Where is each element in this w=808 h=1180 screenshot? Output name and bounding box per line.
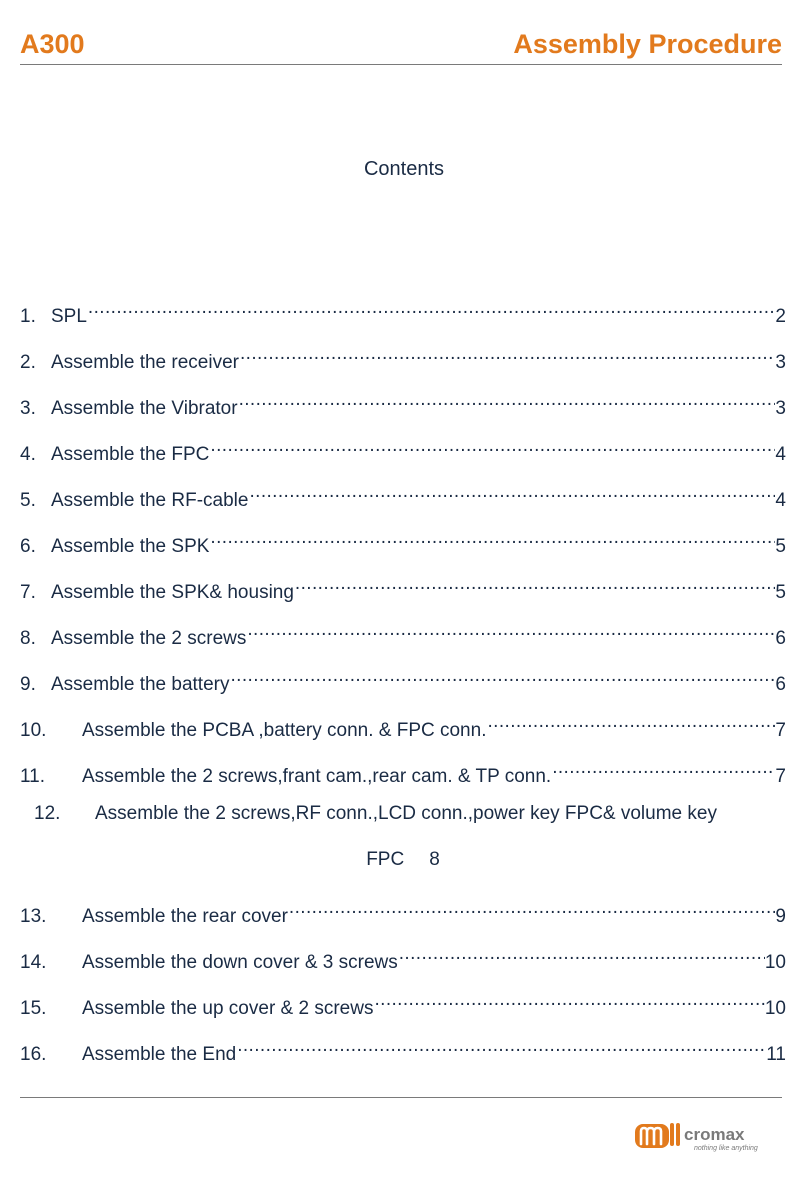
toc-page-number: 5	[775, 536, 786, 557]
logo-mark-icon	[635, 1123, 680, 1148]
logo-tagline: nothing like anything	[694, 1145, 758, 1152]
toc-leader	[246, 616, 775, 644]
toc-entry-9[interactable]	[20, 662, 786, 695]
toc-title: SPL	[51, 306, 87, 327]
toc-title: Assemble the 2 screws	[51, 628, 247, 649]
toc-entry-12-continued[interactable]	[20, 846, 786, 874]
toc-title: Assemble the up cover & 2 screws	[82, 998, 374, 1019]
toc-leader	[288, 894, 776, 922]
toc-entry-11[interactable]	[20, 754, 786, 787]
toc-entry-10[interactable]	[20, 708, 786, 741]
toc-leader	[239, 340, 775, 368]
toc-number: 16.	[20, 1044, 47, 1065]
toc-number: 6.	[20, 536, 36, 557]
toc-entry-3[interactable]	[20, 386, 786, 419]
contents-heading: Contents	[363, 158, 445, 180]
toc-page-number: 7	[775, 720, 786, 741]
toc-title: Assemble the down cover & 3 screws	[82, 952, 398, 973]
toc-entry-13[interactable]	[20, 894, 786, 927]
toc-number: 4.	[20, 444, 36, 465]
toc-title: Assemble the 2 screws,RF conn.,LCD conn.,power key FPC& volume key	[95, 803, 717, 824]
toc-number: 7.	[20, 582, 36, 603]
toc-title: Assemble the End	[82, 1044, 237, 1065]
toc-leader	[236, 1032, 766, 1060]
toc-title: Assemble the receiver	[51, 352, 239, 373]
toc-number: 14.	[20, 952, 47, 973]
toc-title-continued: FPC	[366, 849, 405, 870]
toc-title: Assemble the 2 screws,frant cam.,rear cam. & TP conn.	[82, 766, 552, 787]
toc-page-number: 6	[775, 674, 786, 695]
toc-number: 5.	[20, 490, 36, 511]
toc-leader	[238, 386, 776, 414]
toc-entry-7[interactable]	[20, 570, 786, 603]
toc-entry-8[interactable]	[20, 616, 786, 649]
toc-leader	[486, 708, 775, 736]
toc-leader	[248, 478, 775, 506]
toc-title: Assemble the SPK& housing	[51, 582, 294, 603]
toc-page-number: 5	[775, 582, 786, 603]
toc-entry-1[interactable]	[20, 294, 786, 327]
toc-number: 12.	[34, 803, 61, 824]
toc-page-number: 10	[764, 952, 786, 973]
toc-page-number: 3	[775, 398, 786, 419]
toc-page-number: 8	[429, 849, 440, 870]
page-header	[20, 26, 782, 65]
toc-number: 15.	[20, 998, 47, 1019]
toc-entry-16[interactable]	[20, 1032, 786, 1065]
toc-number: 13.	[20, 906, 47, 927]
document-title: Assembly Procedure	[513, 29, 782, 59]
toc-number: 3.	[20, 398, 36, 419]
toc-leader	[294, 570, 776, 598]
toc-entry-12[interactable]	[34, 800, 800, 828]
toc-entry-4[interactable]	[20, 432, 786, 465]
toc-entry-15[interactable]	[20, 986, 786, 1019]
toc-title: Assemble the PCBA ,battery conn. & FPC conn.	[82, 720, 487, 741]
toc-entry-2[interactable]	[20, 340, 786, 373]
toc-leader	[209, 524, 775, 552]
toc-number: 11.	[20, 766, 46, 787]
toc-page-number: 6	[775, 628, 786, 649]
toc-entry-14[interactable]	[20, 940, 786, 973]
footer-divider	[20, 1097, 782, 1098]
toc-page-number: 10	[764, 998, 786, 1019]
toc-page-number: 3	[775, 352, 786, 373]
toc-page-number: 11	[766, 1044, 786, 1065]
micromax-logo	[634, 1118, 782, 1152]
toc-leader	[87, 294, 776, 322]
toc-leader	[398, 940, 765, 968]
toc-number: 1.	[20, 306, 36, 327]
toc-title: Assemble the RF-cable	[51, 490, 249, 511]
toc-title: Assemble the FPC	[51, 444, 210, 465]
toc-title: Assemble the SPK	[51, 536, 210, 557]
toc-entry-6[interactable]	[20, 524, 786, 557]
toc-title: Assemble the Vibrator	[51, 398, 238, 419]
toc-number: 9.	[20, 674, 36, 695]
toc-leader	[209, 432, 775, 460]
toc-page-number: 2	[775, 306, 786, 327]
toc-number: 8.	[20, 628, 36, 649]
toc-page-number: 4	[775, 444, 786, 465]
toc-leader	[229, 662, 775, 690]
toc-leader	[373, 986, 764, 1014]
toc-leader	[551, 754, 775, 782]
toc-number: 2.	[20, 352, 36, 373]
toc-number: 10.	[20, 720, 47, 741]
model-name: A300	[20, 29, 85, 59]
toc-title: Assemble the rear cover	[82, 906, 288, 927]
toc-page-number: 7	[775, 766, 786, 787]
toc-title: Assemble the battery	[51, 674, 230, 695]
toc-page-number: 9	[775, 906, 786, 927]
toc-page-number: 4	[775, 490, 786, 511]
toc-entry-5[interactable]	[20, 478, 786, 511]
logo-wordmark: cromax	[684, 1125, 745, 1144]
